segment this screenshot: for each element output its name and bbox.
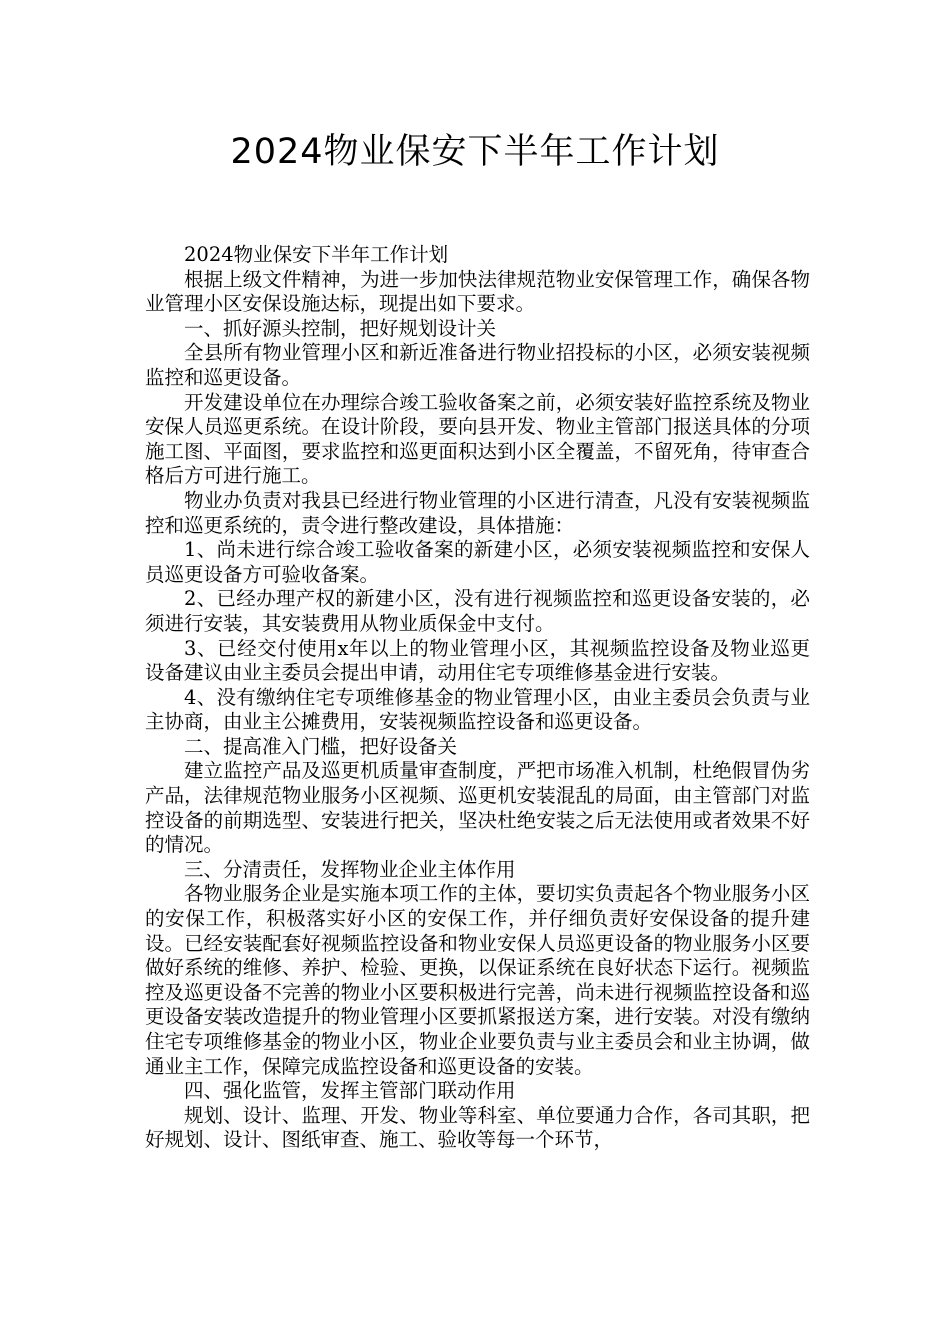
list-item: 4、没有缴纳住宅专项维修基金的物业管理小区，由业主委员会负责与业主协商，由业主公摊费用，安装视频监控设备和巡更设备。 (145, 685, 810, 734)
paragraph: 建立监控产品及巡更机质量审查制度，严把市场准入机制，杜绝假冒伪劣产品，法律规范物业服务小区视频、巡更机安装混乱的局面，由主管部门对监控设备的前期选型、安装进行把关，坚决杜绝安装之后无法使用或者效果不好的情况。 (145, 759, 810, 857)
document-title: 2024物业保安下半年工作计划 (230, 132, 720, 172)
section-heading-1: 一、抓好源头控制，把好规划设计关 (184, 316, 497, 340)
paragraph: 物业办负责对我县已经进行物业管理的小区进行清查，凡没有安装视频监控和巡更系统的，责令进行整改建设，具体措施： (145, 488, 810, 537)
paragraph: 规划、设计、监理、开发、物业等科室、单位要通力合作，各司其职，把好规划、设计、图纸审查、施工、验收等每一个环节， (145, 1103, 810, 1152)
paragraph-subtitle: 2024物业保安下半年工作计划 (184, 243, 449, 266)
list-item: 2、已经办理产权的新建小区，没有进行视频监控和巡更设备安装的，必须进行安装，其安装费用从物业质保金中支付。 (145, 587, 810, 635)
list-item: 3、已经交付使用x年以上的物业管理小区，其视频监控设备及物业巡更设备建议由业主委员会提出申请，动用住宅专项维修基金进行安装。 (145, 636, 810, 685)
paragraph: 全县所有物业管理小区和新近准备进行物业招投标的小区，必须安装视频监控和巡更设备。 (145, 341, 810, 389)
section-heading-4: 四、强化监管，发挥主管部门联动作用 (184, 1079, 516, 1103)
document-body (145, 243, 810, 1153)
section-heading-2: 二、提高准入门槛，把好设备关 (184, 734, 458, 758)
paragraph-intro: 根据上级文件精神，为进一步加快法律规范物业安保管理工作，确保各物业管理小区安保设施达标，现提出如下要求。 (145, 267, 810, 316)
list-item: 1、尚未进行综合竣工验收备案的新建小区，必须安装视频监控和安保人员巡更设备方可验收备案。 (145, 538, 810, 586)
paragraph: 各物业服务企业是实施本项工作的主体，要切实负责起各个物业服务小区的安保工作，积极落实好小区的安保工作，并仔细负责好安保设备的提升建设。已经安装配套好视频监控设备和物业安保人员巡更设备的物业服务小区要做好系统的维修、养护、检验、更换，以保证系统在良好状态下运行。视频监控及巡更设备不完善的物业小区要积极进行完善，尚未进行视频监控设备和巡更设备安装改造提升的物业管理小区要抓紧报送方案，进行安装。对没有缴纳住宅专项维修基金的物业小区，物业企业要负责与业主委员会和业主协调，做通业主工作，保障完成监控设备和巡更设备的安装。 (145, 882, 810, 1078)
paragraph: 开发建设单位在办理综合竣工验收备案之前，必须安装好监控系统及物业安保人员巡更系统。在设计阶段，要向县开发、物业主管部门报送具体的分项施工图、平面图，要求监控和巡更面积达到小区全覆盖，不留死角，待审查合格后方可进行施工。 (145, 390, 810, 488)
section-heading-3: 三、分清责任，发挥物业企业主体作用 (184, 857, 516, 881)
